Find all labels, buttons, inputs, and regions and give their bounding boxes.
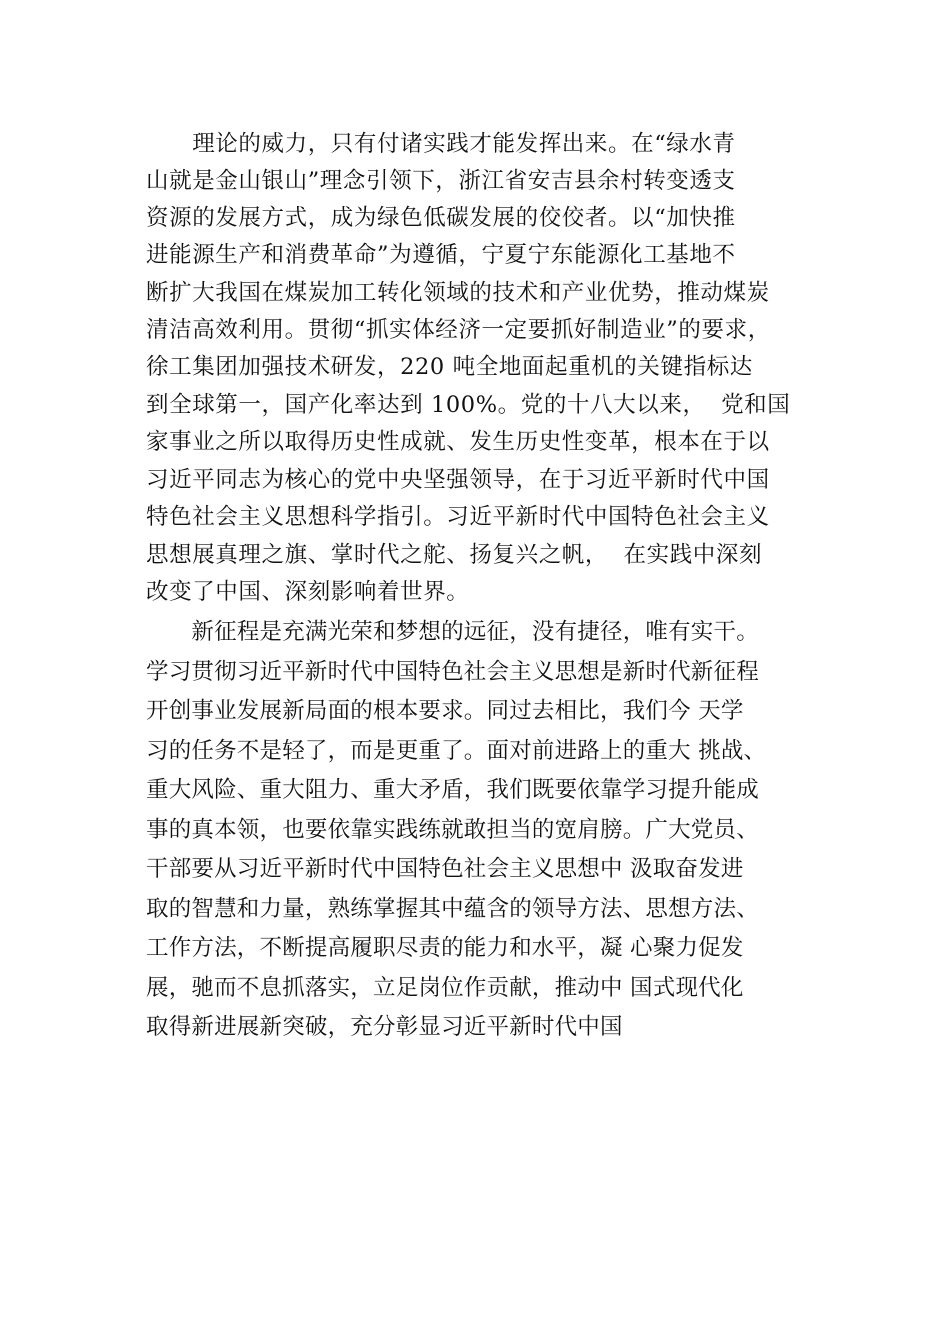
paragraph-line: 工作方法，不断提高履职尽责的能力和水平，凝 心聚力促发 <box>146 935 744 961</box>
paragraph-line: 取得新进展新突破，充分彰显习近平新时代中国 <box>146 1014 623 1040</box>
paragraph-line: 开创事业发展新局面的根本要求。同过去相比，我们今 天学 <box>146 698 744 724</box>
paragraph-line: 到全球第一，国产化率达到 100%。党的十八大以来， 党和国 <box>146 392 791 418</box>
paragraph-line: 资源的发展方式，成为绿色低碳发展的佼佼者。以“加快推 <box>146 205 736 231</box>
paragraph-line: 清洁高效利用。贯彻“抓实体经济一定要抓好制造业”的要求， <box>146 317 771 343</box>
paragraph-line: 改变了中国、深刻影响着世界。 <box>146 579 470 605</box>
paragraph-line: 重大风险、重大阻力、重大矛盾，我们既要依靠学习提升能成 <box>146 777 759 803</box>
paragraph-line: 徐工集团加强技术研发，220 吨全地面起重机的关键指标达 <box>146 354 753 380</box>
paragraph-line: 特色社会主义思想科学指引。习近平新时代中国特色社会主义 <box>146 504 770 530</box>
paragraph-line: 进能源生产和消费革命”为遵循，宁夏宁东能源化工基地不 <box>146 242 736 268</box>
paragraph-line: 干部要从习近平新时代中国特色社会主义思想中 汲取奋发进 <box>146 856 744 882</box>
paragraph-line: 展，驰而不息抓落实，立足岗位作贡献，推动中 国式现代化 <box>146 975 744 1001</box>
paragraph-line: 学习贯彻习近平新时代中国特色社会主义思想是新时代新征程 <box>146 659 759 685</box>
paragraph-line: 新征程是充满光荣和梦想的远征，没有捷径，唯有实干。 <box>146 619 759 645</box>
paragraph-line: 断扩大我国在煤炭加工转化领域的技术和产业优势，推动煤炭 <box>146 280 770 306</box>
paragraph-line: 家事业之所以取得历史性成就、发生历史性变革，根本在于以 <box>146 429 770 455</box>
paragraph-line: 山就是金山银山”理念引领下，浙江省安吉县余村转变透支 <box>146 168 736 194</box>
paragraph-line: 习近平同志为核心的党中央坚强领导，在于习近平新时代中国 <box>146 467 770 493</box>
paragraph-line: 思想展真理之旗、掌时代之舵、扬复兴之帆， 在实践中深刻 <box>146 542 763 568</box>
paragraph-line: 理论的威力，只有付诸实践才能发挥出来。在“绿水青 <box>146 131 736 157</box>
paragraph-line: 习的任务不是轻了，而是更重了。面对前进路上的重大 挑战、 <box>146 738 767 764</box>
paragraph-line: 事的真本领，也要依靠实践练就敢担当的宽肩膀。广大党员、 <box>146 817 759 843</box>
paragraph-line: 取的智慧和力量，熟练掌握其中蕴含的领导方法、思想方法、 <box>146 896 759 922</box>
